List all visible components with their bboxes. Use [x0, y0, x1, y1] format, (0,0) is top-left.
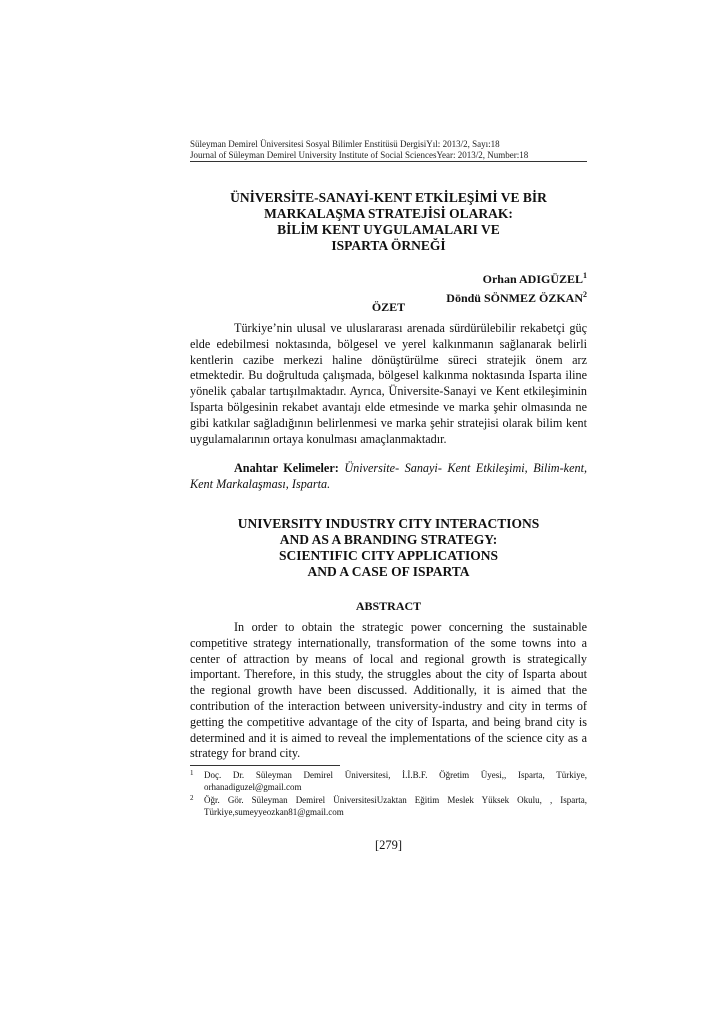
ozet-body: Türkiye’nin ulusal ve uluslararası arenada sürdürülebilir rekabetçi güç elde edebilmesi noktasında, bölgesel ve yerel kalkınmanın sağlanarak belirli kentlerin cazibe merkezi haline dönüştürülme süreci stratejik önem arz etmektedir. Bu doğrultuda çalışmada, bölgesel kalkınma noktasında Isparta iline yönelik çabalar tartışılmaktadır. Ayrıca, Üniversite-Sanayi ve Kent etkileşiminin Isparta bölgesinin rekabet avantajı elde etmesinde ve marka şehir olmasında ne gibi katkılar sağladığının belirlenmesi ve marka şehir stratejisi olarak bilim kent uygulamalarının ortaya konulması amaçlanmaktadır.: [190, 321, 587, 446]
footnotes: [190, 770, 587, 820]
title-en-line: SCIENTIFIC CITY APPLICATIONS: [278, 548, 499, 563]
author-footnote-mark: 2: [583, 290, 587, 299]
title-tr-line: BİLİM KENT UYGULAMALARI VE: [277, 222, 500, 237]
footnote-text: Doç. Dr. Süleyman Demirel Üniversitesi, İ.İ.B.F. Öğretim Üyesi,, Isparta, Türkiye, orhanadiguzel@gmail.com: [204, 770, 587, 792]
footnote: [190, 770, 587, 793]
title-en-line: AND AS A BRANDING STRATEGY:: [279, 532, 498, 547]
footnote: [190, 795, 587, 818]
author-name: Orhan ADIGÜZEL: [482, 272, 583, 286]
journal-header-en: Journal of Süleyman Demirel University Institute of Social SciencesYear: 2013/2, Number:18: [190, 150, 529, 160]
title-en-line: AND A CASE OF ISPARTA: [307, 564, 470, 579]
title-english: [190, 516, 587, 580]
header-rule: [190, 161, 587, 162]
author: [446, 268, 587, 287]
footnote-number: 2: [190, 794, 194, 802]
author-name: Döndü SÖNMEZ ÖZKAN: [446, 291, 583, 305]
keywords-text: Üniversite- Sanayi- Kent Etkileşimi, Bilim-kent, Kent Markalaşması, Isparta.: [190, 461, 588, 491]
journal-header: [190, 139, 587, 161]
page-number: [279]: [374, 838, 403, 852]
footnote-text: Öğr. Gör. Süleyman Demirel ÜniversitesiUzaktan Eğitim Meslek Yüksek Okulu, , Isparta, Türkiye,sumeyyeozkan81@gmail.com: [204, 795, 587, 817]
title-tr-line: ÜNİVERSİTE-SANAYİ-KENT ETKİLEŞİMİ VE BİR: [230, 190, 547, 205]
title-tr-line: MARKALAŞMA STRATEJİSİ OLARAK:: [264, 206, 513, 221]
footnote-rule: [190, 765, 340, 766]
abstract-body: In order to obtain the strategic power concerning the sustainable competitive strategy internationally, transformation of the some towns into a center of attraction by means of local and regional growth is strategically important. Therefore, in this study, the struggles about the city of Isparta about the regional growth have been discussed. Additionally, it is aimed that the contribution of the interaction between university-industry and city in terms of getting the competitive advantage of the city of Isparta, and being brand city is determined and it is aimed to reveal the implementations of the science city as a strategy for brand city.: [190, 620, 587, 761]
ozet-heading: ÖZET: [371, 300, 406, 314]
keywords: [190, 461, 587, 493]
title-en-line: UNIVERSITY INDUSTRY CITY INTERACTIONS: [237, 516, 540, 531]
abstract-heading: ABSTRACT: [355, 599, 422, 613]
journal-header-tr: Süleyman Demirel Üniversitesi Sosyal Bilimler Enstitüsü DergisiYıl: 2013/2, Sayı:18: [190, 139, 500, 149]
title-turkish: [190, 190, 587, 254]
footnote-number: 1: [190, 769, 194, 777]
title-tr-line: ISPARTA ÖRNEĞİ: [331, 238, 446, 253]
keywords-label: Anahtar Kelimeler:: [234, 461, 339, 475]
author-footnote-mark: 1: [583, 271, 587, 280]
